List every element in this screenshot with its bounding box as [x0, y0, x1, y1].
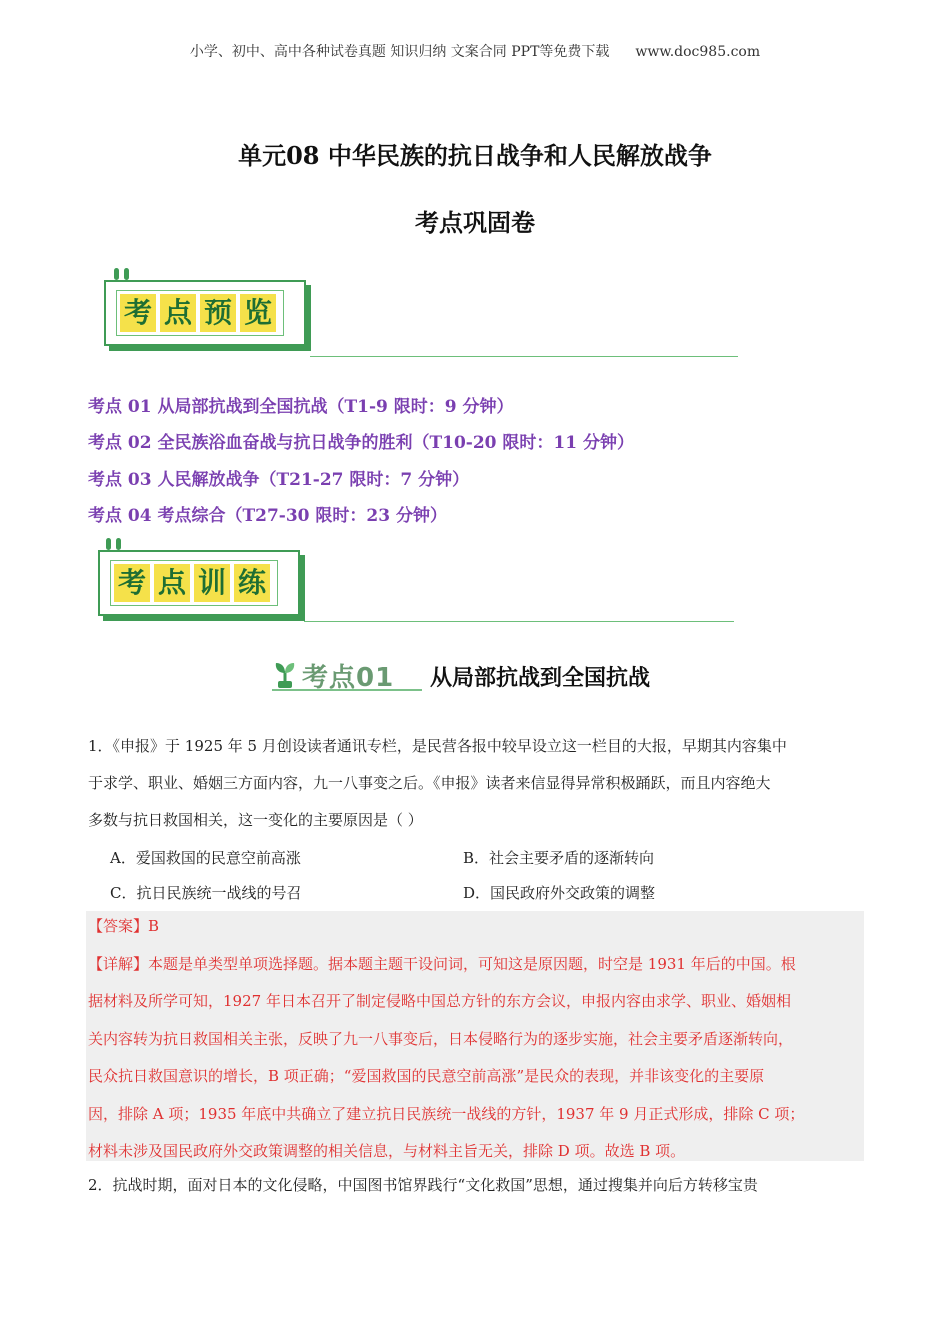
answer-block — [88, 908, 866, 1171]
training-badge — [98, 538, 304, 616]
kaodian-item-1: 考点 01 从局部抗战到全国抗战（T1-9 限时：9 分钟） — [88, 397, 514, 417]
preview-divider — [310, 356, 738, 357]
badge-pin-icon — [124, 268, 129, 280]
detail-label: 【详解】 — [88, 954, 149, 973]
badge-pin-icon — [116, 538, 121, 550]
question-1 — [88, 728, 864, 839]
kaodian-item-2: 考点 02 全民族浴血奋战与抗日战争的胜利（T10-20 限时：11 分钟） — [88, 433, 635, 453]
badge-pin-icon — [114, 268, 119, 280]
section-title: 从局部抗战到全国抗战 — [430, 666, 651, 691]
badge-char: 预 — [200, 294, 236, 332]
question-2 — [88, 1167, 864, 1204]
detail-text: 关内容转为抗日救国相关主张，反映了九一八事变后，日本侵略行为的逐步实施，社会主要矛盾逐渐转向， — [88, 1029, 794, 1048]
badge-char: 训 — [194, 564, 230, 602]
detail-line — [88, 946, 866, 984]
option-a[interactable]: A．爱国救国的民意空前高涨 — [110, 849, 301, 867]
section-underline — [272, 689, 422, 691]
page-header — [0, 41, 950, 61]
detail-text: 民众抗日救国意识的增长，B 项正确；“爱国救国的民意空前高涨”是民众的表现，并非该变化的主要原 — [88, 1067, 765, 1085]
detail-text: 材料未涉及国民政府外交政策调整的相关信息，与材料主旨无关，排除 D 项。故选 B 项。 — [88, 1142, 686, 1160]
question-text-line: 1．《申报》于 1925 年 5 月创设读者通讯专栏，是民营各报中较早设立这一栏目的大报，早期其内容集中 — [88, 737, 787, 755]
preview-badge — [104, 268, 310, 346]
section-heading — [272, 655, 702, 699]
question-text-line: 2．抗战时期，面对日本的文化侵略，中国图书馆界践行“文化救国”思想，通过搜集并向后方转移宝贵 — [88, 1176, 758, 1194]
option-b[interactable]: B．社会主要矛盾的逐渐转向 — [463, 849, 655, 867]
question-text-line: 多数与抗日救国相关，这一变化的主要原因是（ ） — [88, 811, 423, 829]
badge-char: 考 — [120, 294, 156, 332]
badge-char: 点 — [160, 294, 196, 332]
badge-char: 点 — [154, 564, 190, 602]
sprout-icon — [272, 659, 298, 689]
answer-value: B — [148, 917, 160, 935]
option-c[interactable]: C．抗日民族统一战线的号召 — [110, 884, 302, 902]
detail-text: 因，排除 A 项；1935 年底中共确立了建立抗日民族统一战线的方针，1937 年 9 月正式形成，排除 C 项； — [88, 1104, 805, 1123]
detail-text: 本题是单类型单项选择题。据本题主题干设问词，可知这是原因题，时空是 1931 年后的中国。根 — [148, 954, 796, 973]
page-subtitle: 考点巩固卷 — [415, 208, 535, 237]
badge-char: 练 — [234, 564, 270, 602]
option-d[interactable]: D．国民政府外交政策的调整 — [463, 884, 656, 902]
detail-text: 据材料及所学可知，1927 年日本召开了制定侵略中国总方针的东方会议，申报内容由求学、职业、婚姻相 — [88, 992, 791, 1010]
section-tag: 考点01 — [302, 663, 395, 693]
question-text-line: 于求学、职业、婚姻三方面内容，九一八事变之后。《申报》读者来信显得异常积极踊跃，而且内容绝大 — [88, 774, 771, 792]
answer-label: 【答案】 — [88, 917, 149, 935]
answer-line — [88, 908, 866, 946]
badge-char: 考 — [114, 564, 150, 602]
kaodian-item-4: 考点 04 考点综合（T27-30 限时：23 分钟） — [88, 506, 448, 526]
badge-char: 览 — [240, 294, 276, 332]
kaodian-item-3: 考点 03 人民解放战争（T21-27 限时：7 分钟） — [88, 470, 470, 490]
header-left-text: 小学、初中、高中各种试卷真题 知识归纳 文案合同 PPT等免费下载 — [189, 44, 610, 60]
training-divider — [304, 621, 734, 622]
badge-pin-icon — [106, 538, 111, 550]
header-url[interactable]: www.doc985.com — [635, 44, 761, 60]
page-title: 单元08 中华民族的抗日战争和人民解放战争 — [238, 141, 712, 170]
